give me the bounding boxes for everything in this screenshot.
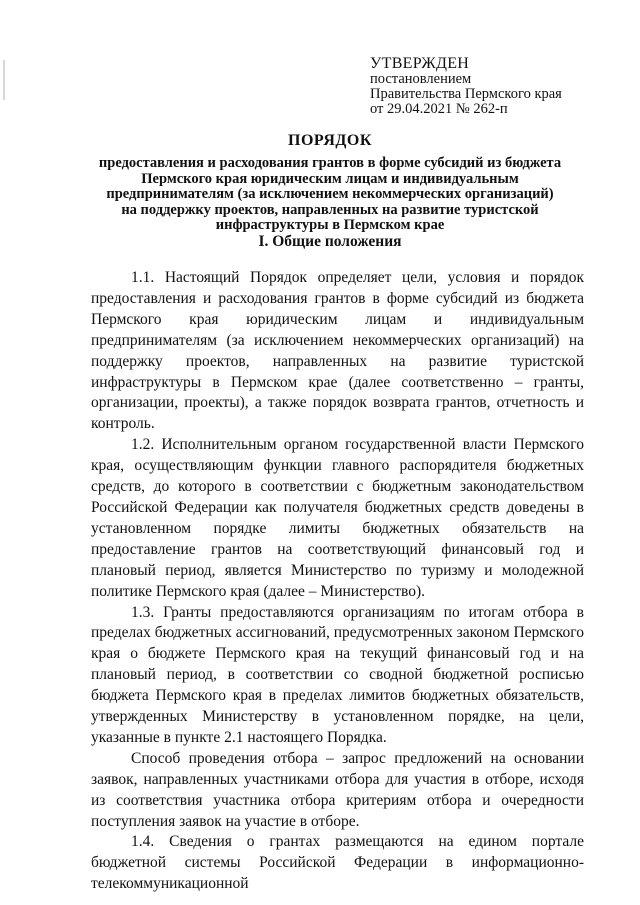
approval-line: Правительства Пермского края xyxy=(370,86,562,102)
title-main: ПОРЯДОК xyxy=(288,132,372,149)
scan-margin-mark xyxy=(3,60,5,100)
title-line: Пермского края юридическим лицам и индивидуальным xyxy=(141,170,519,187)
title-line: предоставления и расходования грантов в форме субсидий из бюджета xyxy=(98,155,562,171)
paragraph-1-2: 1.2. Исполнительным органом государственной власти Пермского края, осуществляющим функции главного распорядителя бюджетных средств, до которого в соответствии с бюджетным законодательством Российской Федерации как получателя бюджетных средств доведены в установленном порядке лимиты бюджетных обязательств на предоставление грантов на соответствующий финансовый год и плановый период, является Министерство по туризму и молодежной политике Пермского края (далее – Министерство). xyxy=(91,436,584,600)
section-heading: I. Общие положения xyxy=(258,233,402,250)
paragraph-1-3: 1.3. Гранты предоставляются организациям по итогам отбора в пределах бюджетных ассигнований, предусмотренных законом Пермского края о бюджете Пермского края на текущий финансовый год и на плановый период, в соответствии со сводной бюджетной росписью бюджета Пермского края в пределах лимитов бюджетных обязательств, утвержденных Министерству в установленном порядке, на цели, указанные в пункте 2.1 настоящего Порядка. xyxy=(91,603,584,746)
title-line: инфраструктуры в Пермском крае xyxy=(215,217,445,233)
title-line: на поддержку проектов, направленных на развитие туристской xyxy=(121,201,539,218)
approval-line: постановлением xyxy=(370,71,472,87)
title-line: предпринимателям (за исключением некоммерческих организаций) xyxy=(106,186,554,202)
approval-stamp xyxy=(370,55,620,117)
document-title xyxy=(80,132,580,234)
paragraph-selection-method: Способ проведения отбора – запрос предложений на основании заявок, направленных участниками отбора для участия в отборе, исходя из соответствия участника отбора критериям отбора и очередности поступления заявок на участие в отборе. xyxy=(91,749,584,830)
approval-heading: УТВЕРЖДЕН xyxy=(370,55,470,72)
paragraph-1-1: 1.1. Настоящий Порядок определяет цели, условия и порядок предоставления и расходования грантов в форме субсидий из бюджета Пермского края юридическим лицам и индивидуальным предпринимателям (за исключением некоммерческих организаций) на поддержку проектов, направленных на развитие туристской инфраструктуры в Пермском крае (далее соответственно – гранты, организации, проекты), а также порядок возврата грантов, отчетность и контроль. xyxy=(91,269,584,433)
document-body xyxy=(91,268,584,895)
paragraph-1-4: 1.4. Сведения о грантах размещаются на едином портале бюджетной системы Российской Федерации в информационно-телекоммуникационной xyxy=(91,833,584,893)
approval-line: от 29.04.2021 № 262-п xyxy=(370,101,508,117)
